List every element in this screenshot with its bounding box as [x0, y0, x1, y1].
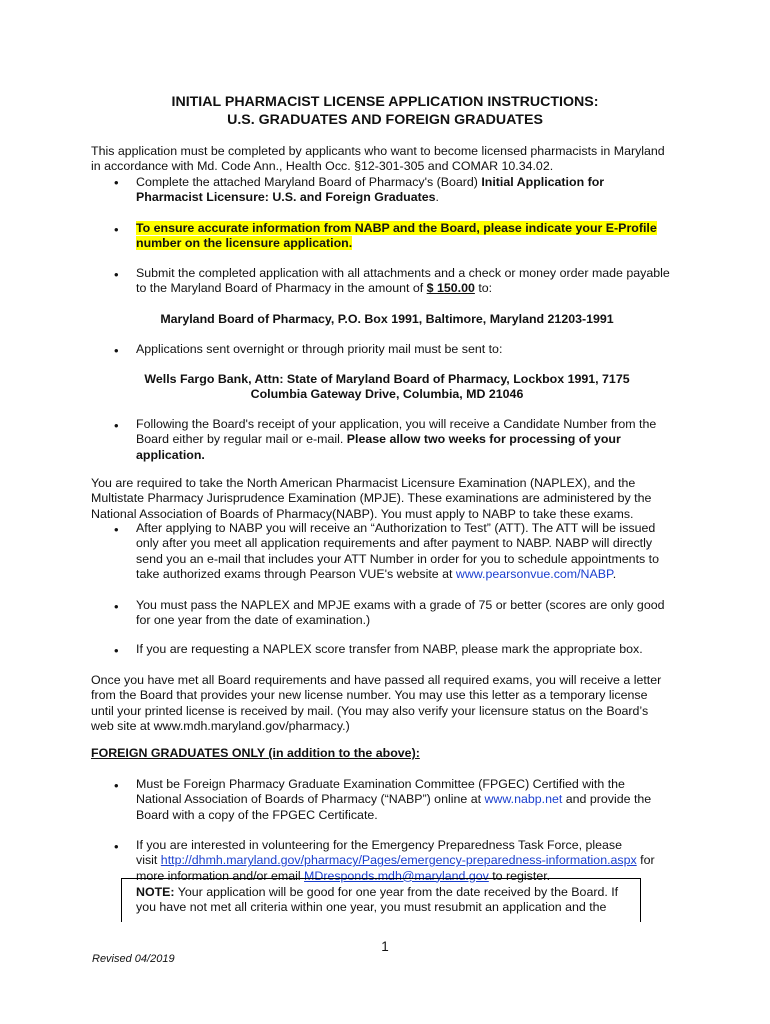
- bullet-icon: •: [114, 222, 119, 237]
- mailing-address-lockbox: [91, 372, 683, 403]
- bullet-fpgec: [136, 777, 686, 823]
- exam-line-1: You are required to take the North American Pharmacist Licensure Examination (NAPLEX), and the: [91, 476, 636, 490]
- bullet-candidate-number: [136, 417, 686, 463]
- b5-text: Board either by regular mail or e-mail.: [136, 432, 347, 447]
- fee-amount: $ 150.00: [426, 281, 475, 296]
- bullet-icon: •: [114, 522, 119, 537]
- letter-line-2: from the Board that provides your new license number. You may use this letter as a temporary license: [91, 688, 648, 703]
- note-line-1: Your application will be good for one year from the date received by the Board. If: [174, 885, 619, 899]
- lockbox-line-2: Columbia Gateway Drive, Columbia, MD 21046: [250, 387, 524, 402]
- b10-text-2: more information and/or email: [136, 868, 305, 883]
- mdresponds-email-link[interactable]: MDresponds.mdh@maryland.gov: [304, 868, 489, 883]
- b9-line-3: Board with a copy of the FPGEC Certificate.: [136, 807, 378, 822]
- bullet-icon: •: [114, 599, 119, 614]
- b10-text: visit: [136, 853, 161, 868]
- intro-line-2: in accordance with Md. Code Ann., Health Occ. §12-301-305 and COMAR 10.34.02.: [91, 159, 554, 174]
- bullet-icon: •: [114, 643, 119, 658]
- b10-post: for: [636, 853, 655, 868]
- b9-line-1: Must be Foreign Pharmacy Graduate Examination Committee (FPGEC) Certified with the: [136, 777, 625, 791]
- b5-line-1: Following the Board's receipt of your application, you will receive a Candidate Number from the: [136, 417, 657, 431]
- b5-bold: Please allow two weeks for processing of your: [346, 432, 621, 447]
- b3-post: to:: [474, 281, 493, 296]
- bullet-icon: •: [114, 778, 119, 793]
- bullet-emergency-task-force: [136, 838, 686, 884]
- b6-line-2: only after you meet all application requirements and after payment to NABP. NABP will directly: [136, 536, 653, 551]
- page-number: 1: [381, 939, 389, 954]
- b3-text: to the Maryland Board of Pharmacy in the amount of: [136, 281, 427, 296]
- license-letter-paragraph: [91, 673, 691, 734]
- bullet-icon: •: [114, 839, 119, 854]
- b7-line-2: for one year from the date of examination.): [136, 613, 371, 628]
- b9-post: and provide the: [562, 792, 652, 807]
- b6-line-3: send you an e-mail that includes your ATT Number in order for you to schedule appointments to: [136, 551, 659, 566]
- b5-bold-2: application.: [136, 447, 205, 462]
- pearsonvue-link[interactable]: www.pearsonvue.com/NABP: [455, 566, 613, 581]
- b2-line-1: To ensure accurate information from NABP and the Board, please indicate your E-Profile: [136, 221, 657, 235]
- b1-post: .: [435, 190, 439, 205]
- nabp-link[interactable]: www.nabp.net: [484, 792, 563, 807]
- revision-date: Revised 04/2019: [92, 953, 175, 965]
- bullet-eprofile-highlight: [136, 221, 686, 252]
- b6-post: .: [612, 566, 617, 581]
- b7-line-1: You must pass the NAPLEX and MPJE exams with a grade of 75 or better (scores are only good: [136, 598, 665, 612]
- bullet-submit-payment: [136, 266, 686, 297]
- exam-line-3: National Association of Boards of Pharmacy(NABP). You must apply to NABP to take these exams.: [91, 506, 634, 521]
- note-label: NOTE:: [136, 885, 175, 899]
- intro-paragraph: [91, 144, 691, 175]
- b10-post-2: to register.: [488, 868, 551, 883]
- b1-text: Complete the attached Maryland Board of Pharmacy's (Board): [136, 175, 482, 189]
- letter-line-3: until your printed license is received by mail. (You may also verify your licensure status on the Board’s: [91, 703, 649, 718]
- b2-line-2: number on the licensure application.: [136, 236, 353, 251]
- bullet-icon: •: [114, 418, 119, 433]
- emergency-preparedness-link[interactable]: http://dhmh.maryland.gov/pharmacy/Pages/emergency-preparedness-information.aspx: [160, 853, 637, 868]
- bullet-icon: •: [114, 175, 119, 190]
- bullet-icon: •: [114, 343, 119, 358]
- mailing-address-baltimore: Maryland Board of Pharmacy, P.O. Box 1991, Baltimore, Maryland 21203-1991: [160, 312, 614, 326]
- letter-line-4: web site at www.mdh.maryland.gov/pharmacy.): [91, 718, 350, 733]
- b1-bold: Initial Application for: [481, 175, 605, 189]
- b6-text: take authorized exams through Pearson VUE's website at: [136, 566, 456, 581]
- document-title-line-1: INITIAL PHARMACIST LICENSE APPLICATION INSTRUCTIONS:: [171, 94, 599, 110]
- note-line-2: you have not met all criteria within one year, you must resubmit an application and the: [136, 900, 607, 915]
- bullet-att: [136, 521, 686, 582]
- bullet-pass-exams: [136, 598, 686, 629]
- b1-bold-2: Pharmacist Licensure: U.S. and Foreign Graduates: [136, 190, 436, 205]
- exam-line-2: Multistate Pharmacy Jurisprudence Examination (MPJE). These examinations are administered by the: [91, 491, 652, 506]
- b6-line-1: After applying to NABP you will receive an “Authorization to Test” (ATT). The ATT will be issued: [136, 521, 656, 535]
- lockbox-line-1: Wells Fargo Bank, Attn: State of Maryland Board of Pharmacy, Lockbox 1991, 7175: [144, 372, 630, 386]
- bullet-overnight-mail: Applications sent overnight or through priority mail must be sent to:: [136, 342, 503, 356]
- note-box: [121, 878, 641, 922]
- bullet-score-transfer: If you are requesting a NAPLEX score transfer from NABP, please mark the appropriate box.: [136, 642, 643, 656]
- exam-paragraph: [91, 476, 691, 522]
- letter-line-1: Once you have met all Board requirements and have passed all required exams, you will receive a letter: [91, 673, 662, 687]
- b10-line-1: If you are interested in volunteering for the Emergency Preparedness Task Force, please: [136, 838, 623, 852]
- b9-text: National Association of Boards of Pharmacy (“NABP”) online at: [136, 792, 485, 807]
- b3-line-1: Submit the completed application with all attachments and a check or money order made payable: [136, 266, 670, 280]
- foreign-graduates-heading: FOREIGN GRADUATES ONLY (in addition to the above):: [91, 746, 420, 760]
- bullet-complete-application: [136, 175, 686, 206]
- bullet-icon: •: [114, 267, 119, 282]
- document-title-line-2: U.S. GRADUATES AND FOREIGN GRADUATES: [227, 112, 543, 128]
- intro-line-1: This application must be completed by applicants who want to become licensed pharmacists in Maryland: [91, 144, 665, 158]
